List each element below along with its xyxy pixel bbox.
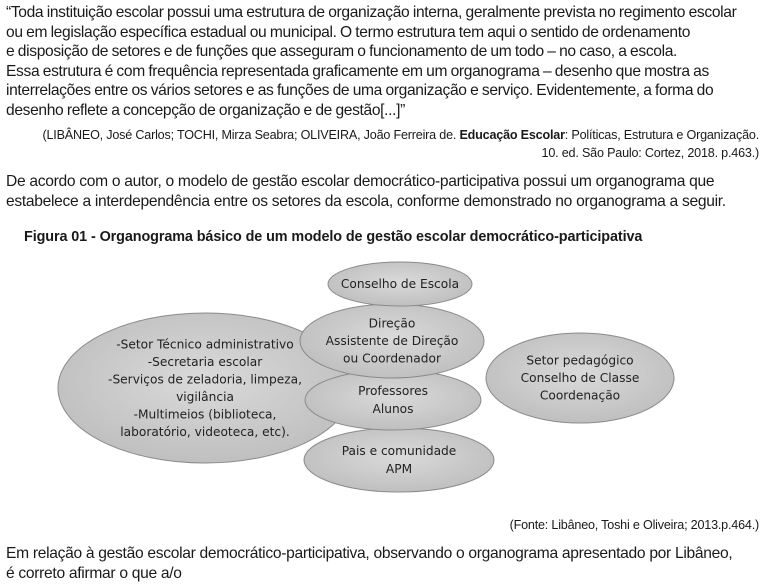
node-label: Conselho de Escola bbox=[340, 277, 460, 291]
diagram-layer bbox=[58, 262, 674, 492]
node-direcao bbox=[300, 304, 484, 378]
quote-line: interrelações entre os vários setores e as funções de uma organização e serviço. Evidentemente, a forma do bbox=[6, 82, 714, 99]
citation-work-title: Educação Escolar bbox=[459, 128, 565, 142]
figure-title: Figura 01 - Organograma básico de um modelo de gestão escolar democrático-participativa bbox=[24, 229, 643, 245]
node-label: ou Coordenador bbox=[343, 351, 441, 366]
node-label: -Secretaria escolar bbox=[147, 354, 263, 369]
node-label: Pais e comunidade bbox=[341, 444, 457, 458]
question-paragraph bbox=[6, 544, 760, 583]
intro-line: De acordo com o autor, o modelo de gestão escolar democrático-participativa possui um organograma que bbox=[6, 173, 715, 190]
intro-line: estabelece a interdependência entre os setores da escola, conforme demonstrado no organograma a seguir. bbox=[6, 192, 726, 210]
node-label: -Setor Técnico administrativo bbox=[116, 337, 294, 352]
node-label: APM bbox=[385, 462, 413, 476]
node-label: Assistente de Direção bbox=[325, 334, 459, 348]
node-label: Professores bbox=[358, 384, 428, 398]
node-label: laboratório, videoteca, etc). bbox=[120, 424, 290, 439]
figure-source: (Fonte: Libâneo, Toshi e Oliveira; 2013.p.464.) bbox=[509, 518, 759, 532]
node-ellipse bbox=[304, 428, 494, 492]
quote-line: e disposição de setores e de funções que asseguram o funcionamento de um todo – no caso, a escola. bbox=[6, 43, 678, 60]
node-professores bbox=[305, 370, 481, 430]
node-label: vigilância bbox=[176, 389, 234, 404]
node-conselho-escola bbox=[328, 262, 472, 306]
quote-line: ou em legislação específica estadual ou municipal. O termo estrutura tem aqui o sentido de ordenamento bbox=[6, 23, 691, 41]
quote-line: Essa estrutura é com frequência representada graficamente em um organograma – desenho que mostra as bbox=[6, 62, 709, 80]
node-label: Coordenação bbox=[539, 388, 621, 403]
question-line: é correto afirmar o que a/o bbox=[6, 564, 182, 582]
node-setor-pedagogico bbox=[486, 333, 674, 423]
node-label: Setor pedagógico bbox=[526, 353, 634, 368]
citation-authors: (LIBÂNEO, José Carlos; TOCHI, Mirza Seabra; OLIVEIRA, João Ferreira de. bbox=[42, 128, 460, 142]
node-label: Direção bbox=[368, 316, 416, 331]
node-label: Conselho de Classe bbox=[520, 371, 640, 385]
question-line: Em relação à gestão escolar democrático-participativa, observando o organograma apresentado por Libâneo, bbox=[6, 545, 733, 562]
citation-subtitle: : Políticas, Estrutura e Organização. bbox=[564, 128, 759, 142]
node-pais-comunidade bbox=[304, 428, 494, 492]
node-label: -Multimeios (biblioteca, bbox=[133, 407, 277, 422]
quote-line: “Toda instituição escolar possui uma estrutura de organização interna, geralmente prevista no regimento escolar bbox=[6, 4, 737, 21]
node-ellipse bbox=[305, 370, 481, 430]
quote-line: desenho reflete a concepção de organização e de gestão[...]” bbox=[6, 101, 405, 119]
node-label: -Serviços de zeladoria, limpeza, bbox=[108, 372, 302, 387]
citation-publication: 10. ed. São Paulo: Cortez, 2018. p.463.) bbox=[541, 145, 759, 160]
node-label: Alunos bbox=[372, 402, 414, 416]
